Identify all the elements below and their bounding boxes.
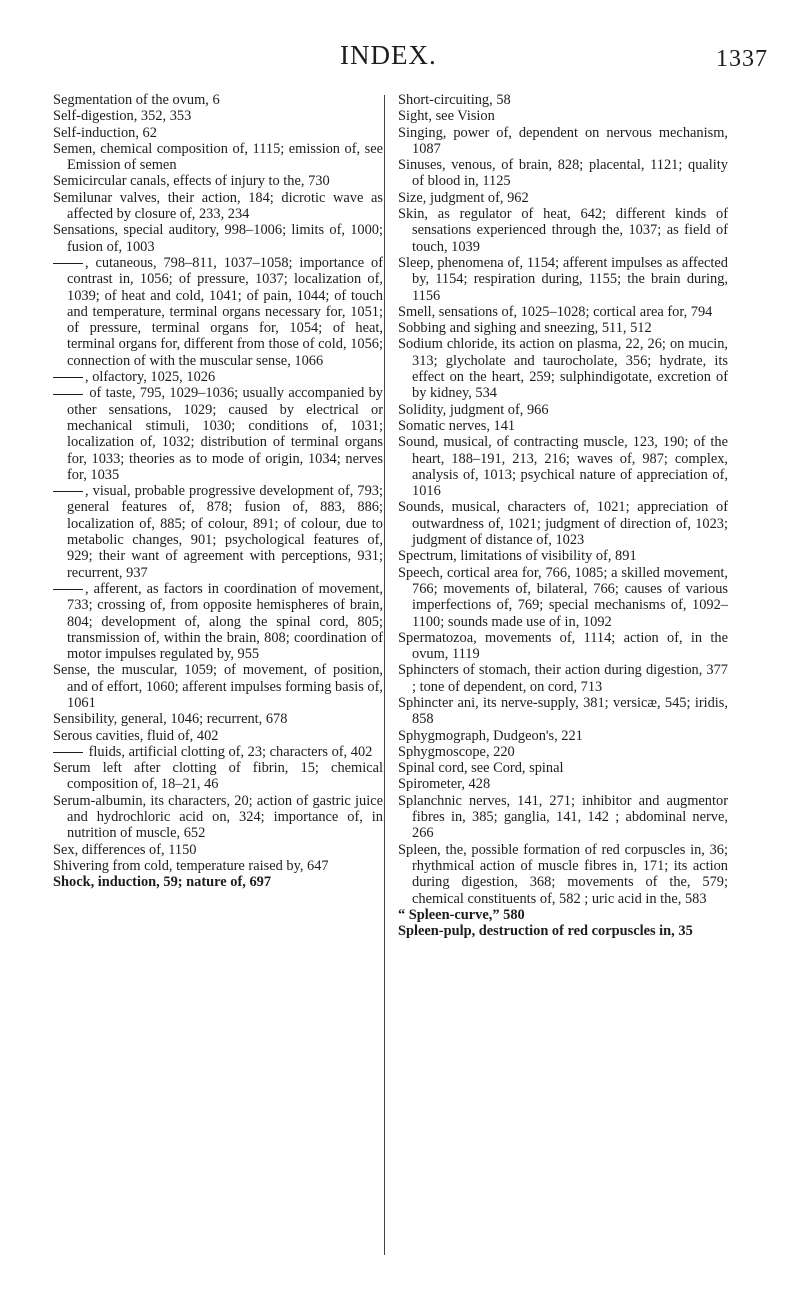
index-entry: Short-circuiting, 58 xyxy=(398,92,511,108)
index-entry: Somatic nerves, 141 xyxy=(398,417,516,434)
index-entry: Singing, power of, dependent on nervous mechanism, 1087 xyxy=(398,124,728,157)
ditto-dash xyxy=(53,491,83,492)
index-entry: Semicircular canals, effects of injury to the, 730 xyxy=(53,173,330,190)
ditto-dash xyxy=(53,752,83,753)
ditto-dash xyxy=(53,377,83,378)
column-divider xyxy=(384,95,385,1255)
index-entry: Spleen, the, possible formation of red corpuscles in, 36; rhythmical action of muscle fibres in, 171; its action during digestion, 368; movements of the, 579; chemical constituents of, 582 ; uric acid in the, 583 xyxy=(398,841,728,907)
index-entry: Serum-albumin, its characters, 20; action of gastric juice and hydrochloric acid on, 324; importance of, in nutrition of muscle, 652 xyxy=(53,792,383,842)
index-entry: Sensations, special auditory, 998–1006; limits of, 1000; fusion of, 1003 xyxy=(53,222,383,255)
index-subentry: fluids, artificial clotting of, 23; characters of, 402 xyxy=(53,744,383,760)
index-entry: Sodium chloride, its action on plasma, 22, 26; on mucin, 313; glycholate and taurocholate, 356; hydrate, its effect on the heart, 259; sulphindigotate, excretion of by kidney, 534 xyxy=(398,336,728,402)
index-entry: Spinal cord, see Cord, spinal xyxy=(398,760,564,777)
page-header xyxy=(0,40,800,80)
index-subentry: , olfactory, 1025, 1026 xyxy=(53,369,383,385)
index-entry: Sense, the muscular, 1059; of movement, of position, and of effort, 1060; afferent impulses forming basis of, 1061 xyxy=(53,662,383,711)
index-entry: Solidity, judgment of, 966 xyxy=(398,401,549,418)
ditto-dash xyxy=(53,589,83,590)
index-entry: Sight, see Vision xyxy=(398,108,495,125)
index-entry: Sphincter ani, its nerve-supply, 381; versicæ, 545; iridis, 858 xyxy=(398,694,728,728)
index-entry: Spirometer, 428 xyxy=(398,776,491,793)
index-entry: Sphygmoscope, 220 xyxy=(398,743,515,760)
index-entry: Sound, musical, of contracting muscle, 123, 190; of the heart, 188–191, 213, 216; waves of, 987; complex, analysis of, 1013; psychical nature of appreciation of, 1016 xyxy=(398,434,728,500)
left-column xyxy=(53,92,383,891)
index-entry: Shock, induction, 59; nature of, 697 xyxy=(53,874,272,891)
index-entry: Sex, differences of, 1150 xyxy=(53,841,197,858)
index-subentry: , visual, probable progressive development of, 793; general features of, 878; fusion of, 883, 886; localization of, 885; of colour, 891; of colour, due to metabolic changes, 901; psychological features of, 929; their want of agreement with perceptions, 931; recurrent, 937 xyxy=(53,483,383,581)
right-column xyxy=(398,92,728,939)
index-entry: Speech, cortical area for, 766, 1085; a skilled movement, 766; movements of, bilateral, 766; causes of various imperfections of, 769; special mechanisms of, 1092–1100; sounds made use of in, 1092 xyxy=(398,564,728,630)
index-entry: Semen, chemical composition of, 1115; emission of, see Emission of semen xyxy=(53,140,383,174)
index-subentry: of taste, 795, 1029–1036; usually accompanied by other sensations, 1029; caused by electrical or mechanical stimuli, 1030; conditions of, 1031; localization of, 1032; distribution of terminal organs for, 1033; theories as to mode of origin, 1034; nerves for, 1035 xyxy=(53,385,383,483)
index-entry: Self-induction, 62 xyxy=(53,124,157,141)
index-entry: Sensibility, general, 1046; recurrent, 678 xyxy=(53,711,288,728)
index-entry: Self-digestion, 352, 353 xyxy=(53,108,192,125)
index-entry: Sounds, musical, characters of, 1021; appreciation of outwardness of, 1021; judgment of direction of, 1023; judgment of distance of, 1023 xyxy=(398,499,728,549)
ditto-dash xyxy=(53,394,83,395)
index-subentry: , cutaneous, 798–811, 1037–1058; importance of contrast in, 1056; of pressure, 1037; localization of, 1039; of heat and cold, 1041; of pain, 1044; of touch and temperature, terminal organs necessary for, 1051; of pressure, terminal organs for, 1054; of heat, terminal organs for, different from those of cold, 1056; connection of with the muscular sense, 1066 xyxy=(53,255,383,369)
index-entry: Serous cavities, fluid of, 402 xyxy=(53,727,219,744)
index-entry: Sphygmograph, Dudgeon's, 221 xyxy=(398,727,583,744)
index-entry: Sobbing and sighing and sneezing, 511, 512 xyxy=(398,320,652,337)
index-entry: Segmentation of the ovum, 6 xyxy=(53,92,220,108)
index-entry: Sphincters of stomach, their action during digestion, 377 ; tone of dependent, on cord, 713 xyxy=(398,662,728,695)
index-entry: Spleen-pulp, destruction of red corpuscles in, 35 xyxy=(398,923,693,940)
index-entry: Spermatozoa, movements of, 1114; action of, in the ovum, 1119 xyxy=(398,629,728,663)
index-entry: Sinuses, venous, of brain, 828; placental, 1121; quality of blood in, 1125 xyxy=(398,157,728,190)
page-number: 1337 xyxy=(716,46,768,72)
index-entry: Sleep, phenomena of, 1154; afferent impulses as affected by, 1154; respiration during, 1155; the brain during, 1156 xyxy=(398,254,728,304)
ditto-dash xyxy=(53,263,83,264)
index-subentry: , afferent, as factors in coordination of movement, 733; crossing of, from opposite hemispheres of brain, 804; development of, along the spinal cord, 805; transmission of, within the brain, 808; coordination of motor impulses regulated by, 955 xyxy=(53,581,383,662)
index-entry: Splanchnic nerves, 141, 271; inhibitor and augmentor fibres in, 385; ganglia, 141, 142 ; abdominal nerve, 266 xyxy=(398,792,728,842)
index-entry: Shivering from cold, temperature raised by, 647 xyxy=(53,857,329,874)
index-entry: “ Spleen-curve,” 580 xyxy=(398,906,525,923)
index-entry: Serum left after clotting of fibrin, 15; chemical composition of, 18–21, 46 xyxy=(53,760,383,793)
index-entry: Smell, sensations of, 1025–1028; cortical area for, 794 xyxy=(398,303,713,320)
index-entry: Semilunar valves, their action, 184; dicrotic wave as affected by closure of, 233, 234 xyxy=(53,189,383,223)
index-entry: Spectrum, limitations of visibility of, 891 xyxy=(398,548,637,565)
page-title: INDEX. xyxy=(340,40,437,70)
index-entry: Size, judgment of, 962 xyxy=(398,189,529,206)
index-entry: Skin, as regulator of heat, 642; different kinds of sensations experienced through the, 1037; as field of touch, 1039 xyxy=(398,206,728,255)
